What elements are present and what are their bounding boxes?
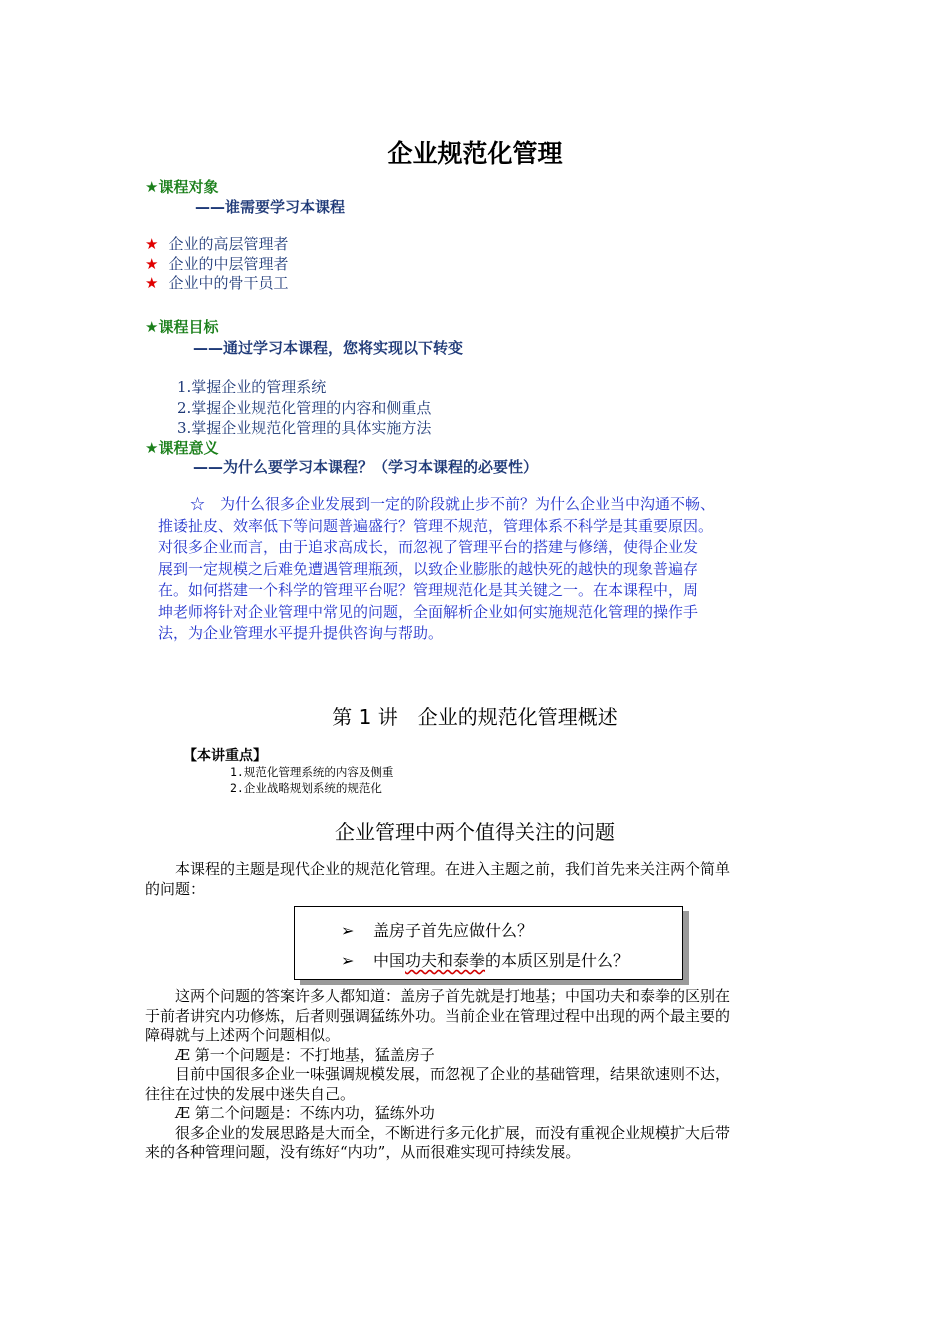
paragraph-line: 的问题： <box>145 879 206 898</box>
question-text-part: 的本质区别是什么？ <box>485 951 630 970</box>
document-title: 企业规范化管理 <box>387 139 563 168</box>
star-icon: ★ <box>145 255 159 273</box>
paragraph-line: 对很多企业而言，由于追求高成长，而忽视了管理平台的搭建与修缮，使得企业发 <box>158 538 699 556</box>
paragraph-line: 目前中国很多企业一味强调规模发展，而忽视了企业的基础管理，结果欲速则不达， <box>145 1065 731 1083</box>
keypoints-heading: 【本讲重点】 <box>183 748 267 764</box>
paragraph-line: Æ 第一个问题是：不打地基，猛盖房子 <box>145 1045 435 1064</box>
audience-item-label: 企业的中层管理者 <box>168 255 289 273</box>
paragraph-line: Æ 第二个问题是：不练内功，猛练外功 <box>145 1104 435 1122</box>
star-icon: ★ <box>145 235 159 253</box>
question-item <box>341 948 629 971</box>
keypoint-item: 2.企业战略规划系统的规范化 <box>230 781 382 795</box>
spellcheck-underlined-text: 功夫和泰拳 <box>405 951 486 970</box>
question-item <box>341 918 533 941</box>
question-text-part: 中国 <box>373 951 406 970</box>
arrow-bullet-icon: ➢ <box>341 921 355 940</box>
body-paragraphs <box>145 987 807 1163</box>
paragraph-line: 推诿扯皮、效率低下等问题普遍盛行？管理不规范，管理体系不科学是其重要原因。 <box>158 516 714 535</box>
audience-item-label: 企业的高层管理者 <box>168 235 289 253</box>
goal-item: 1.掌握企业的管理系统 <box>177 378 327 396</box>
paragraph-line: 本课程的主题是现代企业的规范化管理。在进入主题之前，我们首先来关注两个简单 <box>145 860 731 878</box>
paragraph-line: 障碍就与上述两个问题相似。 <box>145 1026 341 1044</box>
audience-item <box>145 233 288 254</box>
section-title: 企业管理中两个值得关注的问题 <box>335 820 615 844</box>
question-box <box>294 906 683 980</box>
arrow-bullet-icon: ➢ <box>341 951 355 970</box>
goals-subheading: ——通过学习本课程，您将实现以下转变 <box>193 339 464 357</box>
paragraph-line: 在。如何搭建一个科学的管理平台呢？管理规范化是其关键之一。在本课程中，周 <box>158 581 699 599</box>
audience-subheading: ——谁需要学习本课程 <box>195 198 346 216</box>
paragraph-line: 法，为企业管理水平提升提供咨询与帮助。 <box>158 624 444 642</box>
goal-item: 3.掌握企业规范化管理的具体实施方法 <box>177 419 432 437</box>
audience-heading: ★课程对象 <box>145 178 219 196</box>
paragraph-line: ☆ 为什么很多企业发展到一定的阶段就止步不前？为什么企业当中沟通不畅、 <box>190 495 716 513</box>
paragraph-line: 这两个问题的答案许多人都知道：盖房子首先就是打地基；中国功夫和泰拳的区别在 <box>145 987 731 1005</box>
significance-heading: ★课程意义 <box>145 439 219 457</box>
paragraph-line: 很多企业的发展思路是大而全，不断进行多元化扩展，而没有重视企业规模扩大后带 <box>145 1123 731 1142</box>
goals-heading: ★课程目标 <box>145 318 219 336</box>
keypoint-item: 1.规范化管理系统的内容及侧重 <box>230 765 394 779</box>
significance-subheading: ——为什么要学习本课程？（学习本课程的必要性） <box>193 458 539 476</box>
star-icon: ★ <box>145 274 159 292</box>
paragraph-line: 展到一定规模之后难免遭遇管理瓶颈，以致企业膨胀的越快死的越快的现象普遍存 <box>158 559 699 578</box>
audience-item <box>145 272 288 293</box>
paragraph-line: 坤老师将针对企业管理中常见的问题，全面解析企业如何实施规范化管理的操作手 <box>158 602 699 621</box>
paragraph-line: 于前者讲究内功修炼，后者则强调猛练外功。当前企业在管理过程中出现的两个最主要的 <box>145 1006 731 1025</box>
audience-item <box>145 253 288 274</box>
paragraph-line: 往往在过快的发展中迷失自己。 <box>145 1084 356 1103</box>
audience-item-label: 企业中的骨干员工 <box>168 274 289 292</box>
significance-paragraph <box>158 494 798 645</box>
question-text: 盖房子首先应做什么？ <box>373 921 534 940</box>
paragraph-line: 来的各种管理问题，没有练好“内功”，从而很难实现可持续发展。 <box>145 1143 581 1161</box>
intro-paragraph <box>145 860 807 899</box>
goal-item: 2.掌握企业规范化管理的内容和侧重点 <box>177 399 432 417</box>
lecture-title: 第 1 讲 企业的规范化管理概述 <box>332 705 618 729</box>
